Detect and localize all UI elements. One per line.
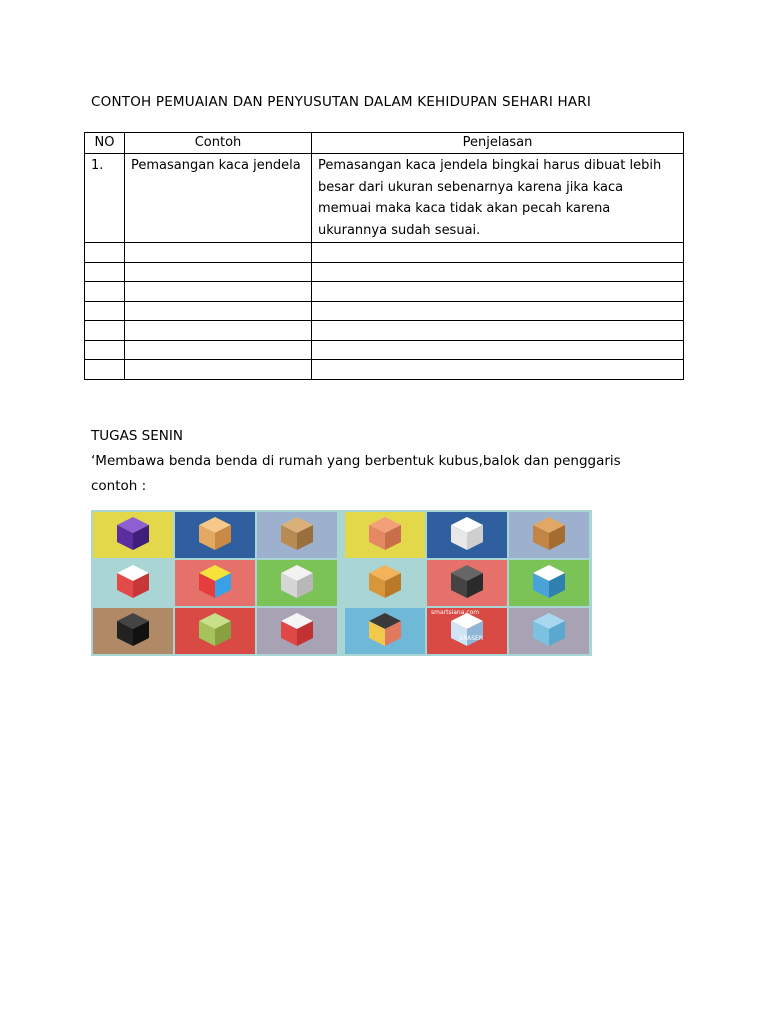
empty-cell xyxy=(125,321,312,341)
empty-cell xyxy=(312,282,684,302)
header-contoh: Contoh xyxy=(125,133,312,154)
refrigerator-icon xyxy=(447,513,487,557)
left-tile xyxy=(257,560,337,606)
empty-cell xyxy=(85,262,125,282)
table-row-empty xyxy=(85,321,684,341)
empty-cell xyxy=(312,360,684,380)
left-tile xyxy=(93,560,173,606)
left-tile xyxy=(257,512,337,558)
empty-cell xyxy=(125,243,312,263)
rubiks-cube-icon xyxy=(195,561,235,605)
empty-cell xyxy=(125,301,312,321)
empty-cell xyxy=(85,243,125,263)
example-objects-collage xyxy=(91,510,592,656)
table-row-empty xyxy=(85,282,684,302)
cabinet-icon xyxy=(365,513,405,557)
board-erasers-icon xyxy=(365,609,405,653)
empty-cell xyxy=(85,301,125,321)
empty-cell xyxy=(85,360,125,380)
cell-no: 1. xyxy=(85,154,125,243)
empty-cell xyxy=(85,321,125,341)
empty-cell xyxy=(125,282,312,302)
right-tile xyxy=(427,560,507,606)
task-instruction: ‘Membawa benda benda di rumah yang berbentuk kubus,balok dan penggaris xyxy=(91,453,621,469)
tissue-box-icon xyxy=(195,609,235,653)
task-section xyxy=(91,424,621,499)
left-tile xyxy=(257,608,337,654)
empty-cell xyxy=(85,340,125,360)
cardboard-box-icon xyxy=(195,513,235,557)
right-tile xyxy=(345,608,425,654)
table-row-empty xyxy=(85,262,684,282)
table-row xyxy=(85,154,684,243)
empty-cell xyxy=(312,301,684,321)
right-tile xyxy=(345,512,425,558)
open-box-icon xyxy=(277,513,317,557)
collage-right-panel xyxy=(343,510,591,656)
empty-cell xyxy=(312,340,684,360)
table-row-empty xyxy=(85,340,684,360)
eraser-icon xyxy=(529,561,569,605)
wardrobe-icon xyxy=(529,609,569,653)
drawer-cabinet-icon xyxy=(365,561,405,605)
gift-box-icon xyxy=(113,561,153,605)
table-header-row xyxy=(85,133,684,154)
examples-table xyxy=(84,132,684,380)
cell-penjelasan: Pemasangan kaca jendela bingkai harus dibuat lebih besar dari ukuran sebenarnya karena jika kaca memuai maka kaca tidak akan pecah karena ukurannya sudah sesuai. xyxy=(312,154,684,243)
present-icon xyxy=(277,609,317,653)
left-tile xyxy=(175,608,255,654)
right-tile xyxy=(345,560,425,606)
collage-left-panel xyxy=(91,510,339,656)
right-tile xyxy=(509,512,589,558)
left-tile xyxy=(175,512,255,558)
page-title: CONTOH PEMUAIAN DAN PENYUSUTAN DALAM KEHIDUPAN SEHARI HARI xyxy=(91,94,592,110)
empty-cell xyxy=(125,340,312,360)
header-penjelasan: Penjelasan xyxy=(312,133,684,154)
watermark-text: smartsiana.com xyxy=(431,609,480,616)
task-heading: TUGAS SENIN xyxy=(91,428,183,444)
right-tile xyxy=(427,512,507,558)
empty-cell xyxy=(312,262,684,282)
server-tower-icon xyxy=(447,561,487,605)
ballot-box-icon xyxy=(277,561,317,605)
empty-cell xyxy=(312,243,684,263)
dice-icon xyxy=(113,513,153,557)
right-tile xyxy=(427,608,507,654)
cell-contoh: Pemasangan kaca jendela xyxy=(125,154,312,243)
right-tile xyxy=(509,560,589,606)
empty-cell xyxy=(85,282,125,302)
closed-box-icon xyxy=(529,513,569,557)
right-tile xyxy=(509,608,589,654)
left-tile xyxy=(93,512,173,558)
header-no: NO xyxy=(85,133,125,154)
table-row-empty xyxy=(85,301,684,321)
safe-icon xyxy=(113,609,153,653)
empty-cell xyxy=(125,262,312,282)
table-row-empty xyxy=(85,243,684,263)
table-row-empty xyxy=(85,360,684,380)
empty-cell xyxy=(312,321,684,341)
empty-cell xyxy=(125,360,312,380)
left-tile xyxy=(93,608,173,654)
eraser-label: ERASER xyxy=(459,635,483,642)
task-example-label: contoh : xyxy=(91,478,147,494)
left-tile xyxy=(175,560,255,606)
